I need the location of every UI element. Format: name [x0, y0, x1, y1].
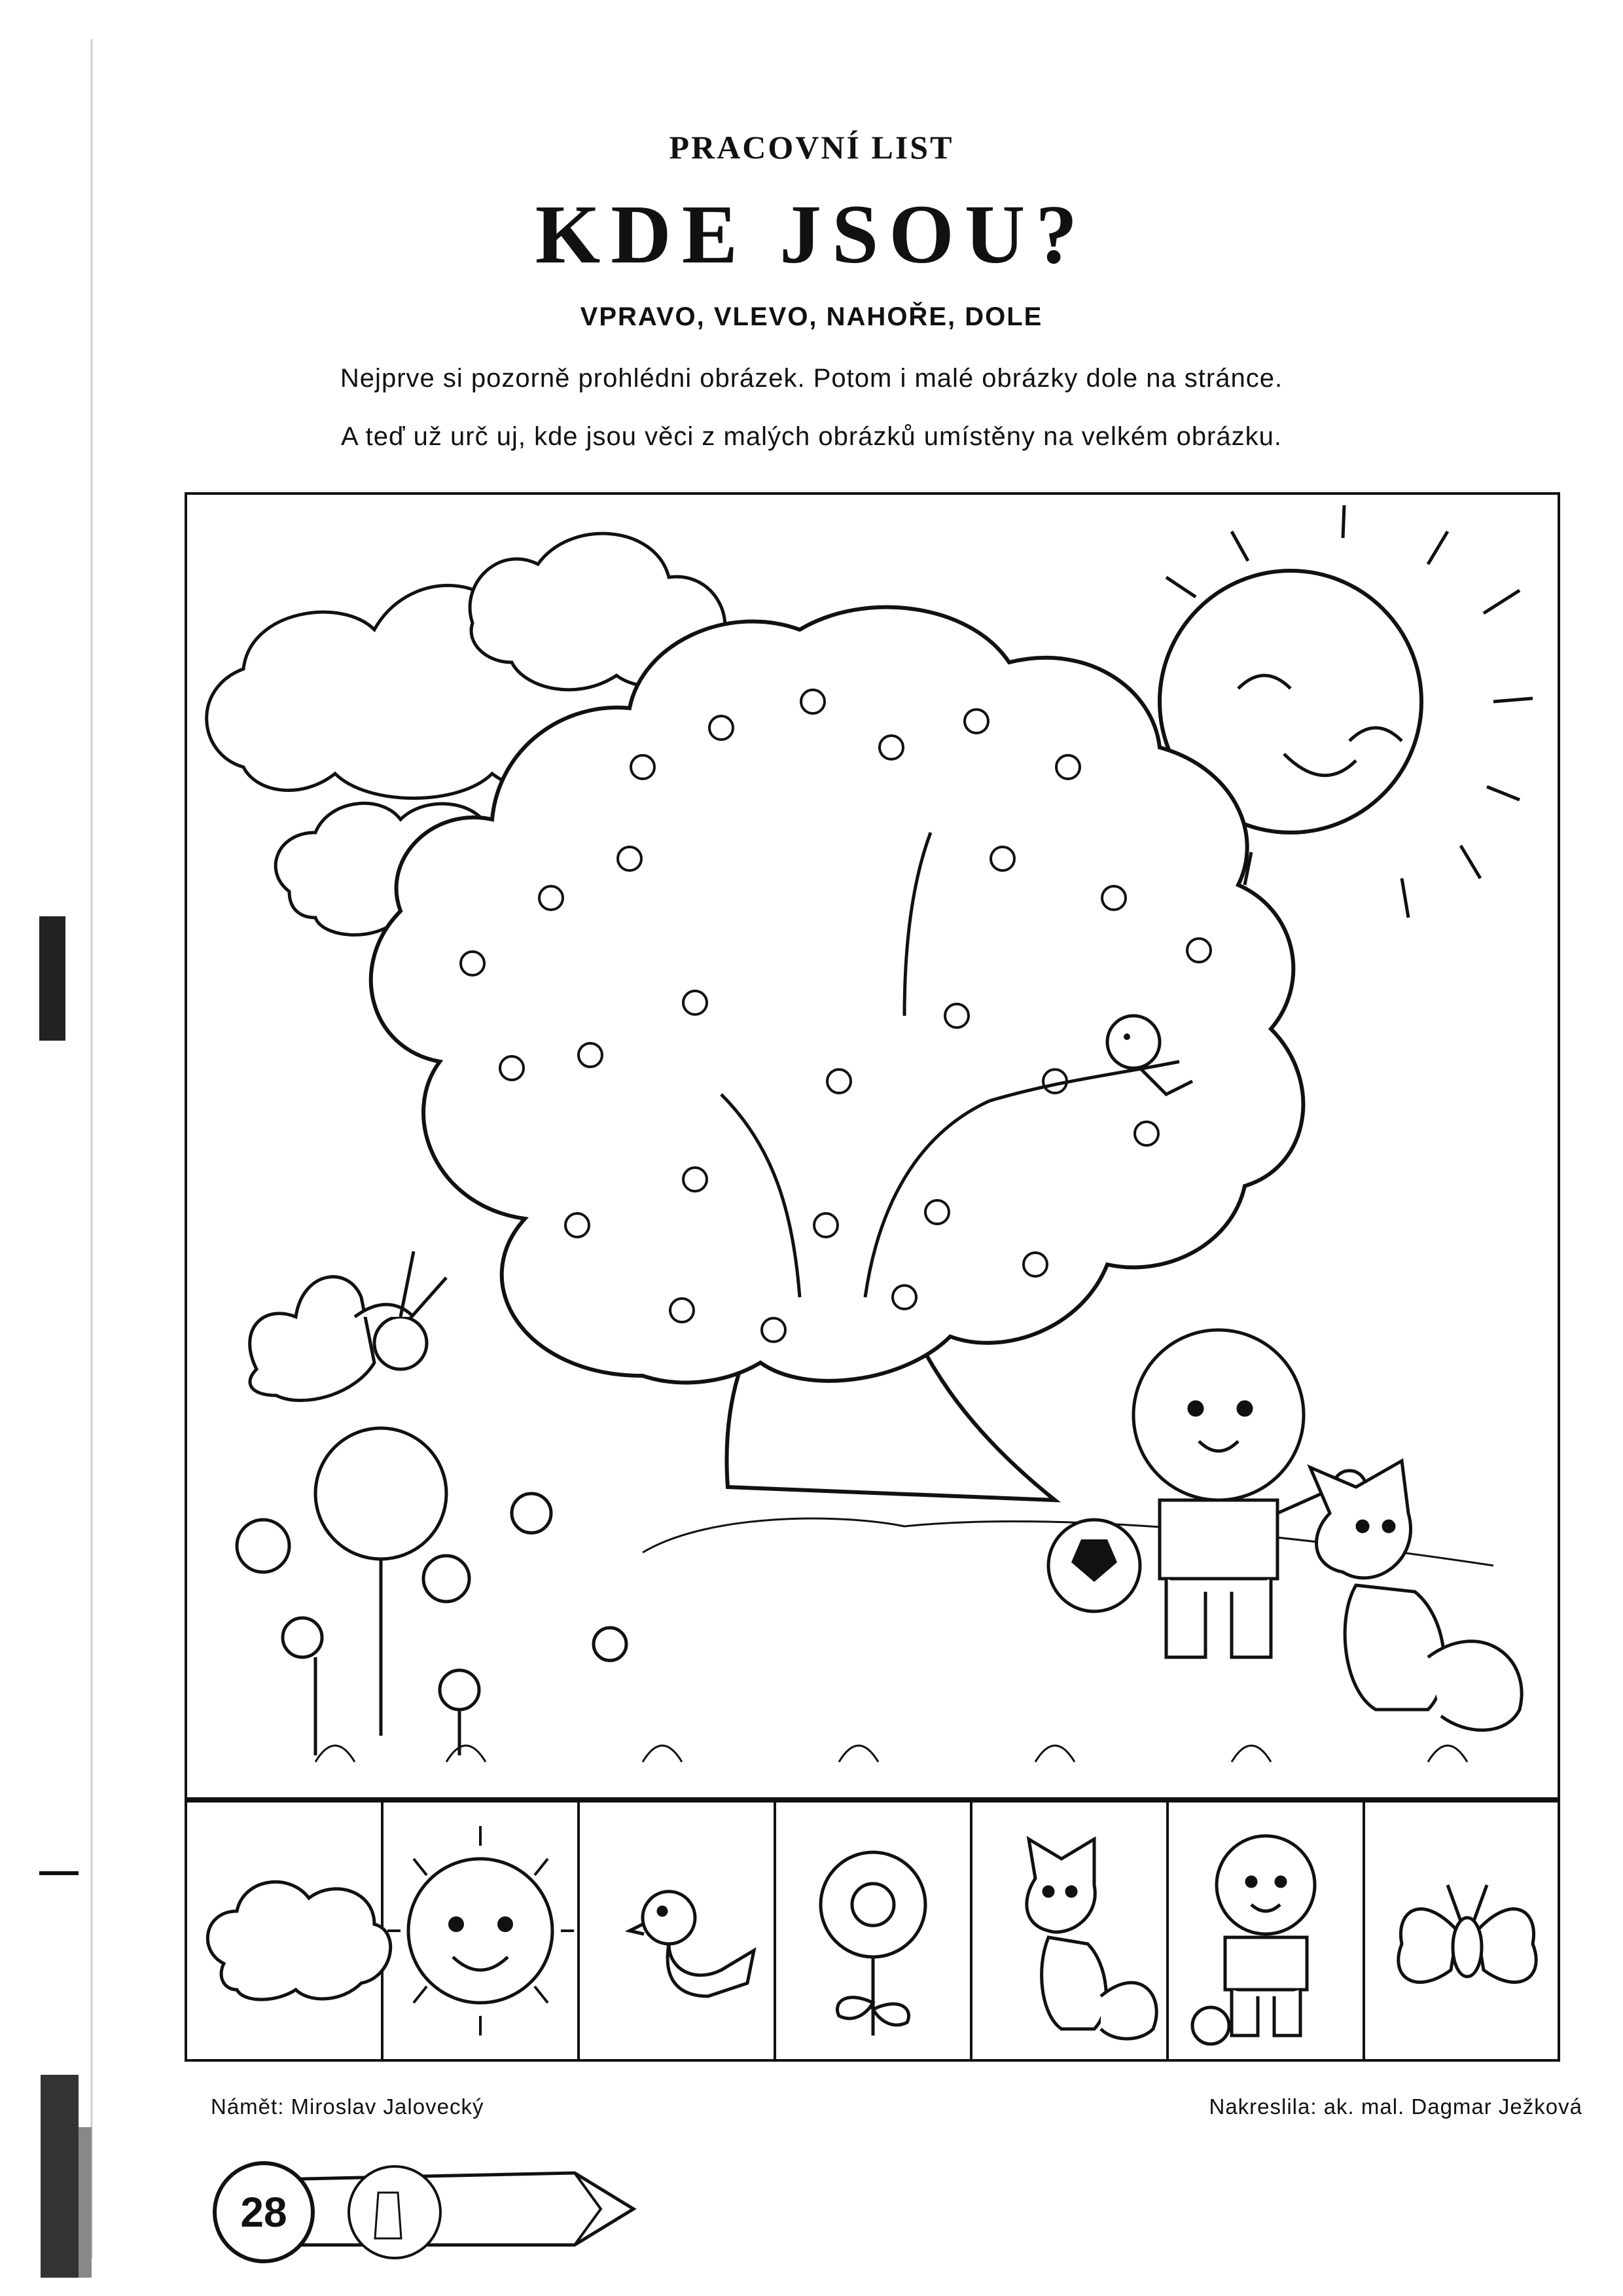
page-title: KDE JSOU? — [535, 188, 1088, 281]
page-subtitle: VPRAVO, VLEVO, NAHOŘE, DOLE — [580, 302, 1043, 331]
pencil-emblem-icon — [349, 2166, 440, 2258]
scan-margin — [0, 0, 131, 2296]
instruction-line-1: Nejprve si pozorně prohlédni obrázek. Potom i malé obrázky dole na stránce. — [340, 364, 1283, 393]
illustrator-credit: Nakreslila: ak. mal. Dagmar Ježková — [1209, 2094, 1582, 2119]
page-number: 28 — [240, 2189, 287, 2236]
instruction-line-2: A teď už urč uj, kde jsou věci z malých obrázků umístěny na velkém obrázku. — [341, 422, 1282, 451]
page-number-badge — [208, 2153, 640, 2271]
ball-icon — [1048, 1520, 1140, 1611]
author-credit: Námět: Miroslav Jalovecký — [211, 2094, 484, 2119]
picture-strip — [185, 1800, 1560, 2062]
worksheet-kicker: PRACOVNÍ LIST — [669, 129, 954, 166]
scene-illustration — [185, 492, 1560, 1800]
